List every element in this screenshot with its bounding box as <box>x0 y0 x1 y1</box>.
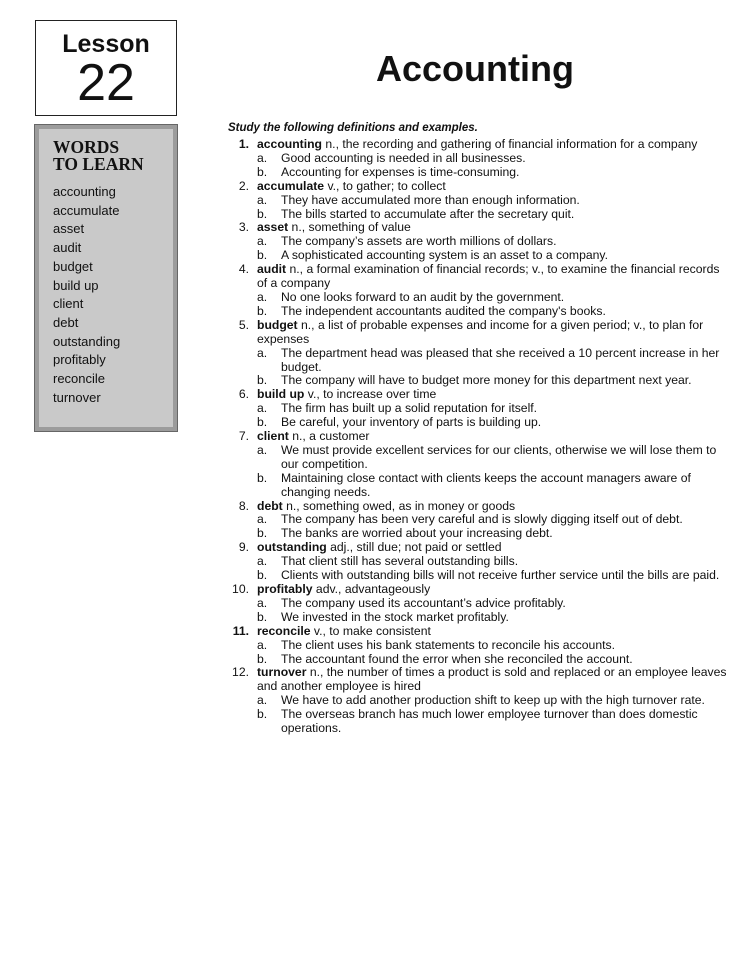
example-text: The banks are worried about your increasing debt. <box>281 526 553 541</box>
words-to-learn-inner <box>39 129 173 427</box>
lesson-number: 22 <box>77 54 135 112</box>
example-list <box>257 555 728 583</box>
example-list <box>257 444 728 500</box>
definition-entry <box>228 500 728 542</box>
example-letter: b. <box>257 651 268 666</box>
word-list-item: accumulate <box>53 202 120 218</box>
example-sentence <box>257 611 728 625</box>
example-letter: b. <box>257 707 268 722</box>
example-list <box>257 347 728 389</box>
example-sentence <box>257 694 728 708</box>
lesson-label: Lesson <box>62 30 150 58</box>
definition-entry <box>228 319 728 389</box>
example-letter: b. <box>257 373 268 388</box>
definition-entry <box>228 430 728 500</box>
example-list <box>257 694 728 736</box>
example-letter: b. <box>257 164 268 179</box>
definition-entry <box>228 180 728 222</box>
word-list-item: client <box>53 296 84 312</box>
example-list <box>257 513 728 541</box>
term-definition: n., something owed, as in money or goods <box>282 498 516 513</box>
example-list <box>257 597 728 625</box>
example-sentence <box>257 208 728 222</box>
example-list <box>257 235 728 263</box>
term-definition: v., to gather; to collect <box>324 178 446 193</box>
word-list-item: debt <box>53 314 79 330</box>
entry-number: 8. <box>238 498 249 513</box>
example-list <box>257 291 728 319</box>
vocabulary-term: build up <box>257 387 305 402</box>
example-letter: a. <box>257 595 268 610</box>
word-list-item: profitably <box>53 352 106 368</box>
entry-number: 7. <box>238 429 249 444</box>
example-text: Maintaining close contact with clients keeps the account managers aware of changing needs. <box>281 470 691 499</box>
example-sentence <box>257 194 728 208</box>
entry-number: 10. <box>232 582 249 596</box>
example-letter: b. <box>257 609 268 624</box>
example-sentence <box>257 708 728 736</box>
words-to-learn-panel <box>34 124 178 432</box>
example-text: The department head was pleased that she received a 10 percent increase in her budget. <box>281 345 720 374</box>
example-sentence <box>257 639 728 653</box>
example-letter: b. <box>257 248 268 263</box>
example-sentence <box>257 472 728 500</box>
example-letter: b. <box>257 206 268 221</box>
example-letter: a. <box>257 150 268 165</box>
example-text: We must provide excellent services for our clients, otherwise we will lose them to our competition. <box>281 442 717 471</box>
example-text: Clients with outstanding bills will not receive further service until the bills are paid. <box>281 568 720 583</box>
example-sentence <box>257 166 728 180</box>
example-text: Accounting for expenses is time-consuming. <box>281 164 520 179</box>
word-list-item: audit <box>53 240 82 256</box>
vocabulary-term: debt <box>257 498 283 513</box>
example-letter: a. <box>257 345 268 360</box>
entry-number: 4. <box>238 262 249 277</box>
vocabulary-term: profitably <box>257 582 313 596</box>
term-definition: adj., still due; not paid or settled <box>326 540 502 555</box>
instructions: Study the following definitions and examples. <box>228 122 478 134</box>
example-letter: a. <box>257 192 268 207</box>
example-text: The client uses his bank statements to reconcile his accounts. <box>281 637 615 652</box>
word-list-item: outstanding <box>53 333 121 349</box>
example-text: The independent accountants audited the company's books. <box>281 303 606 318</box>
word-list-item: reconcile <box>53 371 106 387</box>
entry-number: 2. <box>238 178 249 193</box>
vocabulary-term: turnover <box>257 665 307 680</box>
lesson-box <box>35 20 177 116</box>
example-sentence <box>257 305 728 319</box>
vocabulary-term: accumulate <box>257 178 325 193</box>
example-text: A sophisticated accounting system is an asset to a company. <box>281 248 608 263</box>
example-letter: a. <box>257 637 268 652</box>
example-text: We have to add another production shift to keep up with the high turnover rate. <box>281 693 705 708</box>
entry-number: 12. <box>232 665 249 680</box>
example-sentence <box>257 402 728 416</box>
example-sentence <box>257 249 728 263</box>
example-letter: b. <box>257 470 268 485</box>
entry-number: 3. <box>238 220 249 235</box>
example-sentence <box>257 235 728 249</box>
vocabulary-term: budget <box>257 317 298 332</box>
term-definition: v., to increase over time <box>304 387 437 402</box>
example-sentence <box>257 597 728 611</box>
term-definition: n., the recording and gathering of financial information for a company <box>322 137 698 151</box>
example-letter: a. <box>257 442 268 457</box>
example-text: The company’s assets are worth millions of dollars. <box>281 234 557 249</box>
example-sentence <box>257 513 728 527</box>
example-text: They have accumulated more than enough information. <box>281 192 580 207</box>
vocabulary-term: outstanding <box>257 540 327 555</box>
example-letter: a. <box>257 401 268 416</box>
example-sentence <box>257 347 728 375</box>
example-list <box>257 402 728 430</box>
page-title: Accounting <box>376 48 574 89</box>
example-letter: a. <box>257 512 268 527</box>
word-list-item: turnover <box>53 389 101 405</box>
entry-number: 5. <box>238 317 249 332</box>
example-text: The bills started to accumulate after the secretary quit. <box>281 206 575 221</box>
example-letter: b. <box>257 303 268 318</box>
definition-entry <box>228 541 728 583</box>
entry-number: 6. <box>238 387 249 402</box>
example-text: The firm has built up a solid reputation for itself. <box>281 401 538 416</box>
vocabulary-term: client <box>257 429 289 444</box>
example-text: The company has been very careful and is slowly digging itself out of debt. <box>281 512 683 527</box>
example-text: The company will have to budget more money for this department next year. <box>281 373 692 388</box>
example-text: The overseas branch has much lower employee turnover than does domestic operations. <box>281 707 698 736</box>
definition-entry <box>228 221 728 263</box>
example-text: That client still has several outstanding bills. <box>281 554 519 569</box>
example-letter: b. <box>257 526 268 541</box>
example-text: The accountant found the error when she reconciled the account. <box>281 651 633 666</box>
term-definition: n., a list of probable expenses and income for a given period; v., to plan for expenses <box>257 317 704 346</box>
example-list <box>257 194 728 222</box>
term-definition: n., the number of times a product is sold and replaced or an employee leaves and another employee is hired <box>257 665 727 694</box>
vocabulary-term: reconcile <box>257 623 311 638</box>
term-definition: adv., advantageously <box>312 582 431 596</box>
word-list <box>53 183 173 407</box>
example-text: We invested in the stock market profitably. <box>281 609 509 624</box>
example-sentence <box>257 555 728 569</box>
entry-number: 11. <box>232 623 249 638</box>
example-sentence <box>257 291 728 305</box>
definitions-list <box>228 138 728 736</box>
example-text: Good accounting is needed in all businesses. <box>281 150 526 165</box>
example-text: No one looks forward to an audit by the government. <box>281 289 565 304</box>
words-to-learn-heading: WORDS TO LEARN <box>53 137 144 174</box>
example-letter: a. <box>257 234 268 249</box>
entry-number: 9. <box>238 540 249 555</box>
definition-entry <box>228 625 728 667</box>
word-list-item: accounting <box>53 184 116 199</box>
vocabulary-term: accounting <box>257 137 323 151</box>
example-letter: b. <box>257 568 268 583</box>
example-sentence <box>257 416 728 430</box>
example-sentence <box>257 374 728 388</box>
example-sentence <box>257 569 728 583</box>
word-list-item: asset <box>53 221 85 237</box>
example-letter: a. <box>257 554 268 569</box>
word-list-item: build up <box>53 277 99 293</box>
term-definition: v., to make consistent <box>310 623 431 638</box>
example-sentence <box>257 444 728 472</box>
example-sentence <box>257 527 728 541</box>
example-text: Be careful, your inventory of parts is building up. <box>281 415 542 430</box>
example-letter: a. <box>257 289 268 304</box>
example-sentence <box>257 152 728 166</box>
example-list <box>257 152 728 180</box>
vocabulary-term: asset <box>257 220 289 235</box>
definition-entry <box>228 138 728 180</box>
definition-entry <box>228 388 728 430</box>
example-text: The company used its accountant’s advice profitably. <box>281 595 566 610</box>
definition-entry <box>228 583 728 625</box>
example-sentence <box>257 653 728 667</box>
definition-entry <box>228 666 728 736</box>
vocabulary-term: audit <box>257 262 287 277</box>
example-letter: a. <box>257 693 268 708</box>
term-definition: n., a customer <box>288 429 370 444</box>
term-definition: n., something of value <box>288 220 411 235</box>
entry-number: 1. <box>238 137 249 151</box>
example-list <box>257 639 728 667</box>
word-list-item: budget <box>53 258 93 274</box>
term-definition: n., a formal examination of financial records; v., to examine the financial records of a company <box>257 262 720 291</box>
example-letter: b. <box>257 415 268 430</box>
definition-entry <box>228 263 728 319</box>
